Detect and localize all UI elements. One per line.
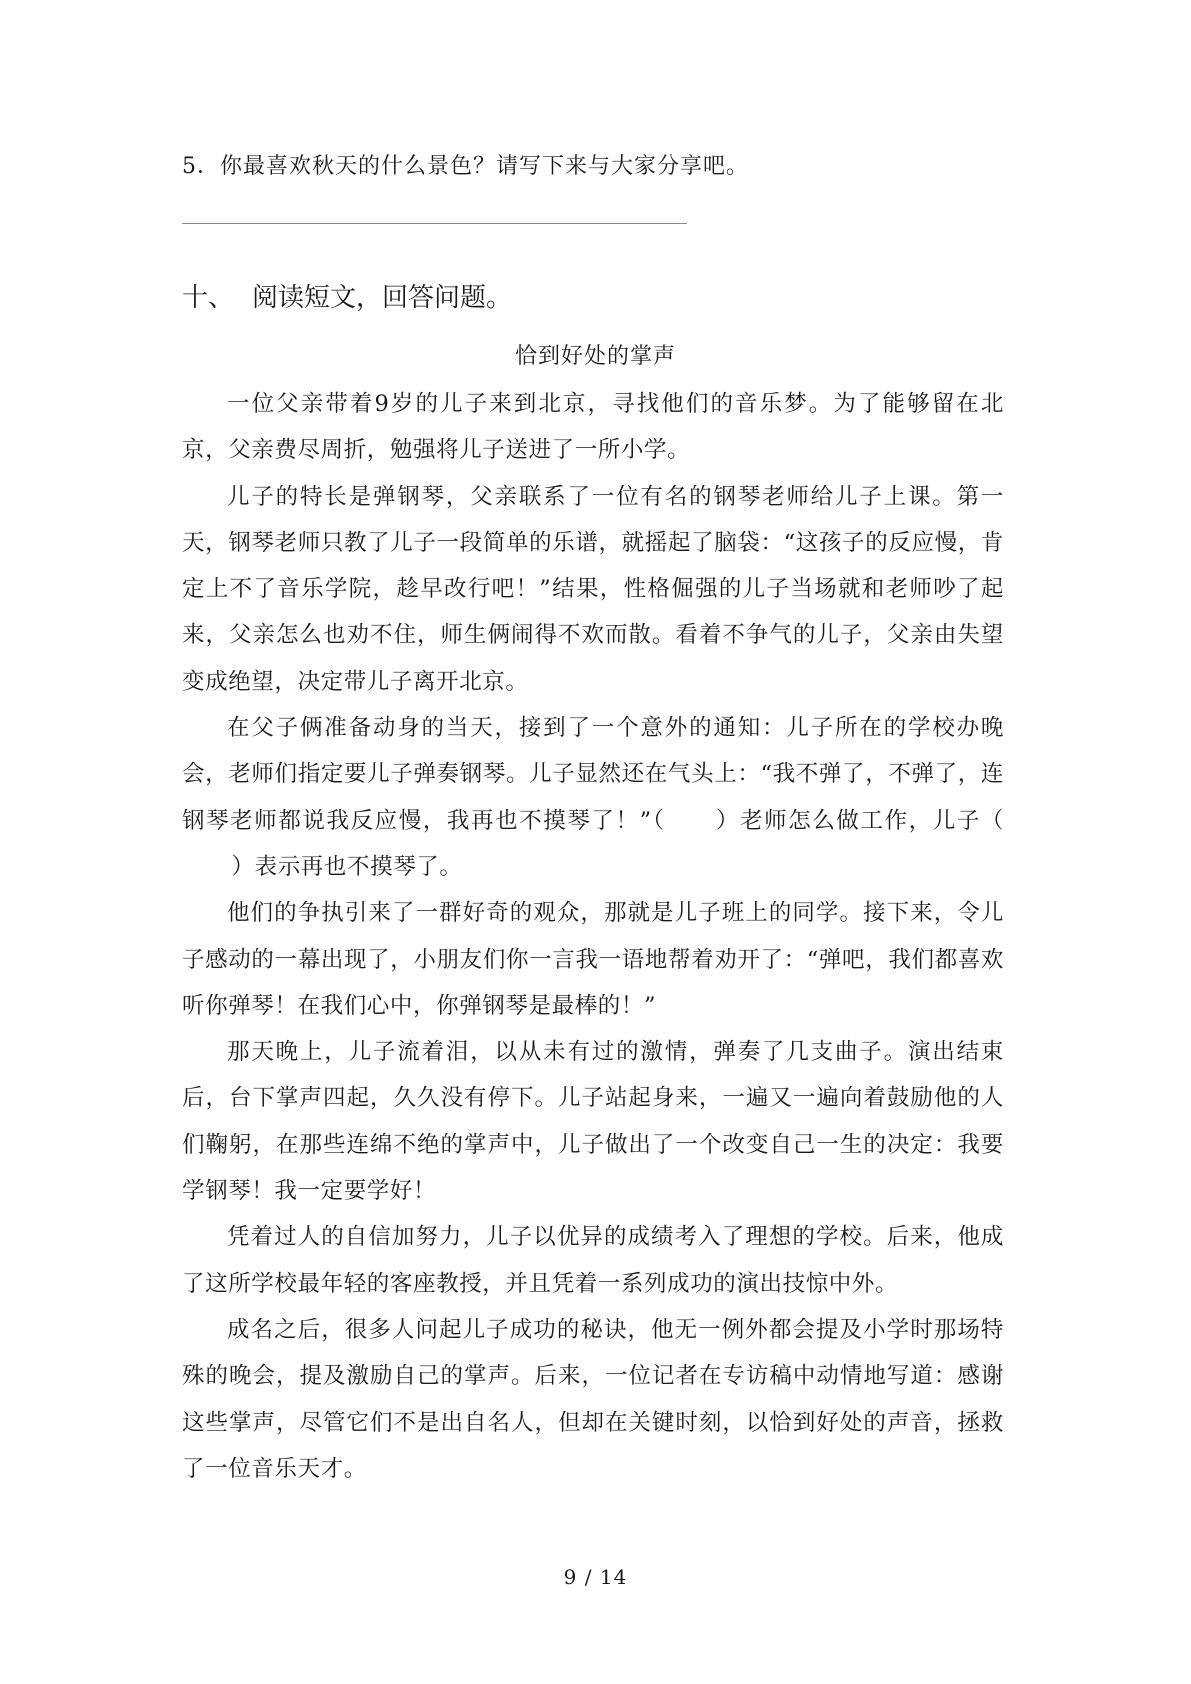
answer-line[interactable] [182, 223, 687, 224]
article-title: 恰到好处的掌声 [514, 344, 676, 369]
section-title: 阅读短文，回答问题。 [252, 283, 513, 313]
paragraph: 凭着过人的自信加努力，儿子以优异的成绩考入了理想的学校。后来，他成了这所学校最年轻的客座教授，并且凭着一系列成功的演出技惊中外。 [182, 1224, 1004, 1297]
paragraph: 儿子的特长是弹钢琴，父亲联系了一位有名的钢琴老师给儿子上课。第一天，钢琴老师只教了儿子一段简单的乐谱，就摇起了脑袋：“这孩子的反应慢，肯定上不了音乐学院，趁早改行吧！”结果，性格倔强的儿子当场就和老师吵了起来，父亲怎么也劝不住，师生俩闹得不欢而散。看着不争气的儿子，父亲由失望变成绝望，决定带儿子离开北京。 [182, 483, 1004, 695]
paragraph: 那天晚上，儿子流着泪，以从未有过的激情，弹奏了几支曲子。演出结束后，台下掌声四起，久久没有停下。儿子站起身来，一遍又一遍向着鼓励他的人们鞠躬，在那些连绵不绝的掌声中，儿子做出了一个改变自己一生的决定：我要学钢琴！我一定要学好！ [182, 1039, 1004, 1205]
paragraph-text: ）表示再也不摸琴了。 [231, 853, 463, 880]
article-body [182, 381, 1004, 1492]
paragraph-text: ）老师怎么做工作，儿子（ [715, 807, 1004, 834]
paragraph: 他们的争执引来了一群好奇的观众，那就是儿子班上的同学。接下来，令儿子感动的一幕出现了，小朋友们你一言我一语地帮着劝开了：“弹吧，我们都喜欢听你弹琴！在我们心中，你弹钢琴是最棒的！” [182, 900, 1004, 1019]
page-number: 9 / 14 [563, 1565, 628, 1589]
paragraph: 成名之后，很多人问起儿子成功的秘诀，他无一例外都会提及小学时那场特殊的晚会，提及激励自己的掌声。后来，一位记者在专访稿中动情地写道：感谢这些掌声，尽管它们不是出自名人，但却在关键时刻，以恰到好处的声音，拯救了一位音乐天才。 [182, 1316, 1004, 1482]
paragraph-text: 在父子俩准备动身的当天，接到了一个意外的通知：儿子所在的学校办晚会，老师们指定要儿子弹奏钢琴。儿子显然还在气头上：“我不弹了，不弹了，连钢琴老师都说我反应慢，我再也不摸琴了！”（ [182, 715, 1004, 834]
section-heading [182, 280, 512, 316]
section-number: 十、 [182, 283, 235, 313]
question-5: 5．你最喜欢秋天的什么景色？请写下来与大家分享吧。 [182, 154, 749, 179]
paragraph: 一位父亲带着9岁的儿子来到北京，寻找他们的音乐梦。为了能够留在北京，父亲费尽周折，勉强将儿子送进了一所小学。 [182, 391, 1004, 464]
paragraph [182, 705, 1004, 890]
